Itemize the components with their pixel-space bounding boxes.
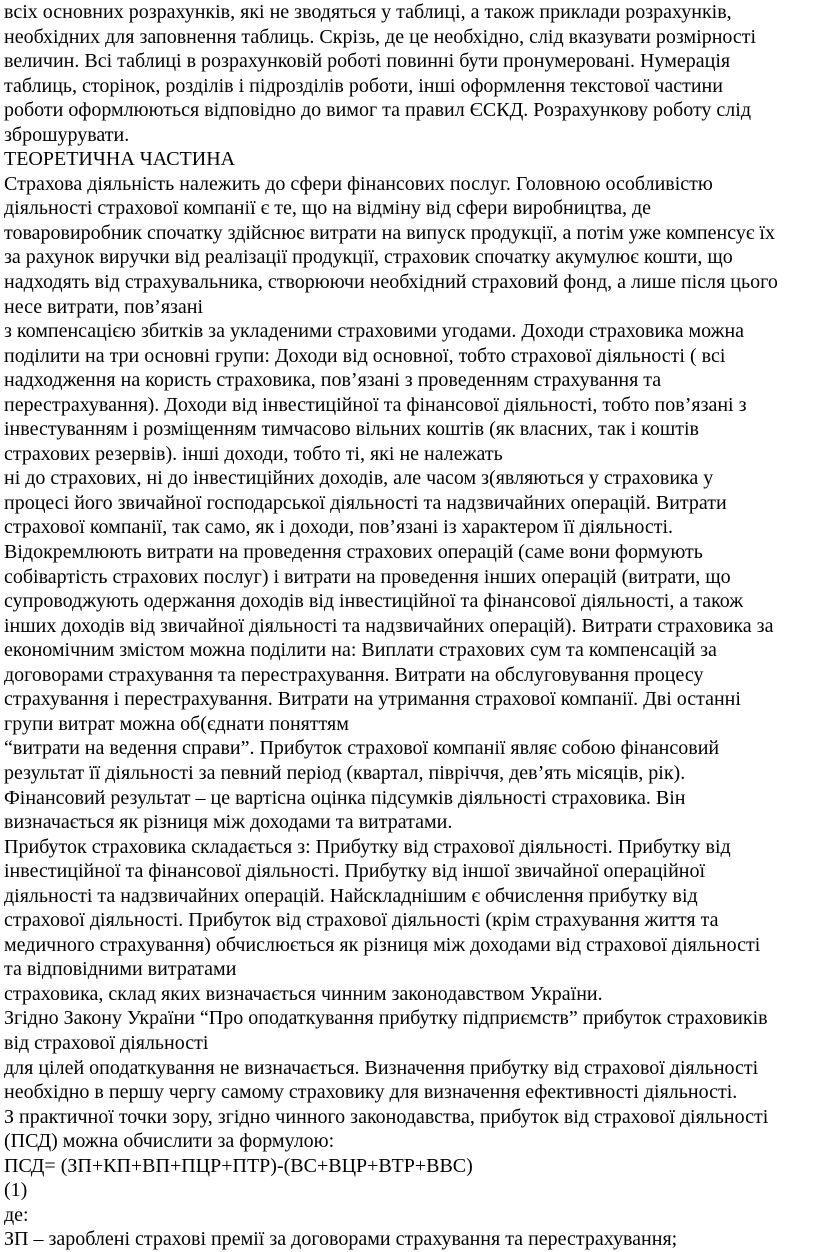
text-line: перестрахування). Доходи від інвестиційної та фінансової діяльності, тобто пов’язані з <box>4 393 747 416</box>
text-line: від страхової діяльності <box>4 1031 209 1054</box>
section-heading: ТЕОРЕТИЧНА ЧАСТИНА <box>4 148 236 171</box>
text-line: ні до страхових, ні до інвестиційних доходів, але часом з(являються у страховика у <box>4 467 714 490</box>
text-line: медичного страхування) обчислюється як різниця між доходами від страхової діяльності <box>4 933 761 956</box>
text-line: зброшурувати. <box>4 123 130 146</box>
text-line: та відповідними витратами <box>4 958 237 981</box>
text-line: страхової компанії, так само, як і доходи, пов’язані із характером її діяльності. <box>4 516 673 539</box>
formula-number: (1) <box>4 1179 28 1202</box>
text-line: для цілей оподаткування не визначається. Визначення прибутку від страхової діяльності <box>4 1056 759 1079</box>
formula: ПСД= (ЗП+КП+ВП+ПЦР+ПТР)-(ВС+ВЦР+ВТР+ВВС) <box>4 1154 473 1177</box>
text-line: роботи оформлюються відповідно до вимог та правил ЄСКД. Розрахункову роботу слід <box>4 99 752 122</box>
text-line: З практичної точки зору, згідно чинного законодавства, прибуток від страхової діяльності <box>4 1105 769 1128</box>
text-line: за рахунок виручки від реалізації продукції, страховик спочатку акумулює кошти, що <box>4 246 733 269</box>
text-line: страхової діяльності. Прибуток від страхової діяльності (крім страхування життя та <box>4 909 719 932</box>
text-line: визначається як різниця між доходами та витратами. <box>4 811 453 834</box>
text-line: необхідних для заповнення таблиць. Скрізь, де це необхідно, слід вказувати розмірності <box>4 25 757 48</box>
text-line: ЗП – зароблені страхові премії за договорами страхування та перестрахування; <box>4 1228 678 1251</box>
text-line: інших доходів від звичайної діяльності та надзвичайних операцій). Витрати страховика за <box>4 614 774 637</box>
text-line: супроводжують одержання доходів від інвестиційної та фінансової діяльності, а також <box>4 590 744 613</box>
text-line: Відокремлюють витрати на проведення страхових операцій (саме вони формують <box>4 541 703 564</box>
text-line: договорами страхування та перестрахування. Витрати на обслуговування процесу <box>4 663 704 686</box>
text-line: страховика, склад яких визначається чинним законодавством України. <box>4 982 603 1005</box>
text-line: з компенсацією збитків за укладеними страховими угодами. Доходи страховика можна <box>4 320 745 343</box>
text-line: величин. Всі таблиці в розрахунковій роботі повинні бути пронумеровані. Нумерація <box>4 50 731 73</box>
text-line: “витрати на ведення справи”. Прибуток страхової компанії являє собою фінансовий <box>4 737 720 760</box>
text-line: таблиць, сторінок, розділів і підрозділів роботи, інші оформлення текстової частини <box>4 74 723 97</box>
text-line: економічним змістом можна поділити на: Виплати страхових сум та компенсацій за <box>4 639 717 662</box>
text-line: страхових резервів). інші доходи, тобто ті, які не належать <box>4 442 503 465</box>
text-line: товаровиробник спочатку здійснює витрати на випуск продукції, а потім уже компенсує їх <box>4 221 775 244</box>
text-line: страхування і перестрахування. Витрати на утримання страхової компанії. Дві останні <box>4 688 741 711</box>
text-line: діяльності страхової компанії є те, що на відміну від сфери виробництва, де <box>4 197 652 220</box>
text-line: (ПСД) можна обчислити за формулою: <box>4 1130 335 1153</box>
text-line: результат її діяльності за певний період (квартал, півріччя, дев’ять місяців, рік). <box>4 761 686 784</box>
text-line: необхідно в першу чергу самому страховику для визначення ефективності діяльності. <box>4 1081 738 1104</box>
text-line: діяльності та надзвичайних операцій. Найскладнішим є обчислення прибутку від <box>4 884 698 907</box>
text-line: інвестуванням і розміщенням тимчасово вільних коштів (як власних, так і коштів <box>4 418 699 441</box>
text-line: всіх основних розрахунків, які не зводяться у таблиці, а також приклади розрахунків, <box>4 1 732 23</box>
text-line: надходять від страхувальника, створюючи необхідний страховий фонд, а лише після цього <box>4 271 778 294</box>
text-line: несе витрати, пов’язані <box>4 295 204 318</box>
text-line: Фінансовий результат – це вартісна оцінка підсумків діяльності страховика. Він <box>4 786 686 809</box>
text-line: Згідно Закону України “Про оподаткування прибутку підприємств” прибуток страховиків <box>4 1007 768 1030</box>
text-line: поділити на три основні групи: Доходи від основної, тобто страхової діяльності ( всі <box>4 344 726 367</box>
text-line: Прибуток страховика складається з: Прибутку від страхової діяльності. Прибутку від <box>4 835 731 858</box>
text-line: Страхова діяльність належить до сфери фінансових послуг. Головною особливістю <box>4 172 713 195</box>
text-line: інвестиційної та фінансової діяльності. Прибутку від іншої звичайної операційної <box>4 860 706 883</box>
text-line: надходження на користь страховика, пов’язані з проведенням страхування та <box>4 369 662 392</box>
text-line: групи витрат можна об(єднати поняттям <box>4 712 349 735</box>
text-line: процесі його звичайної господарської діяльності та надзвичайних операцій. Витрати <box>4 491 727 514</box>
text-line: собівартість страхових послуг) і витрати на проведення інших операцій (витрати, що <box>4 565 731 588</box>
text-line: де: <box>4 1203 29 1226</box>
